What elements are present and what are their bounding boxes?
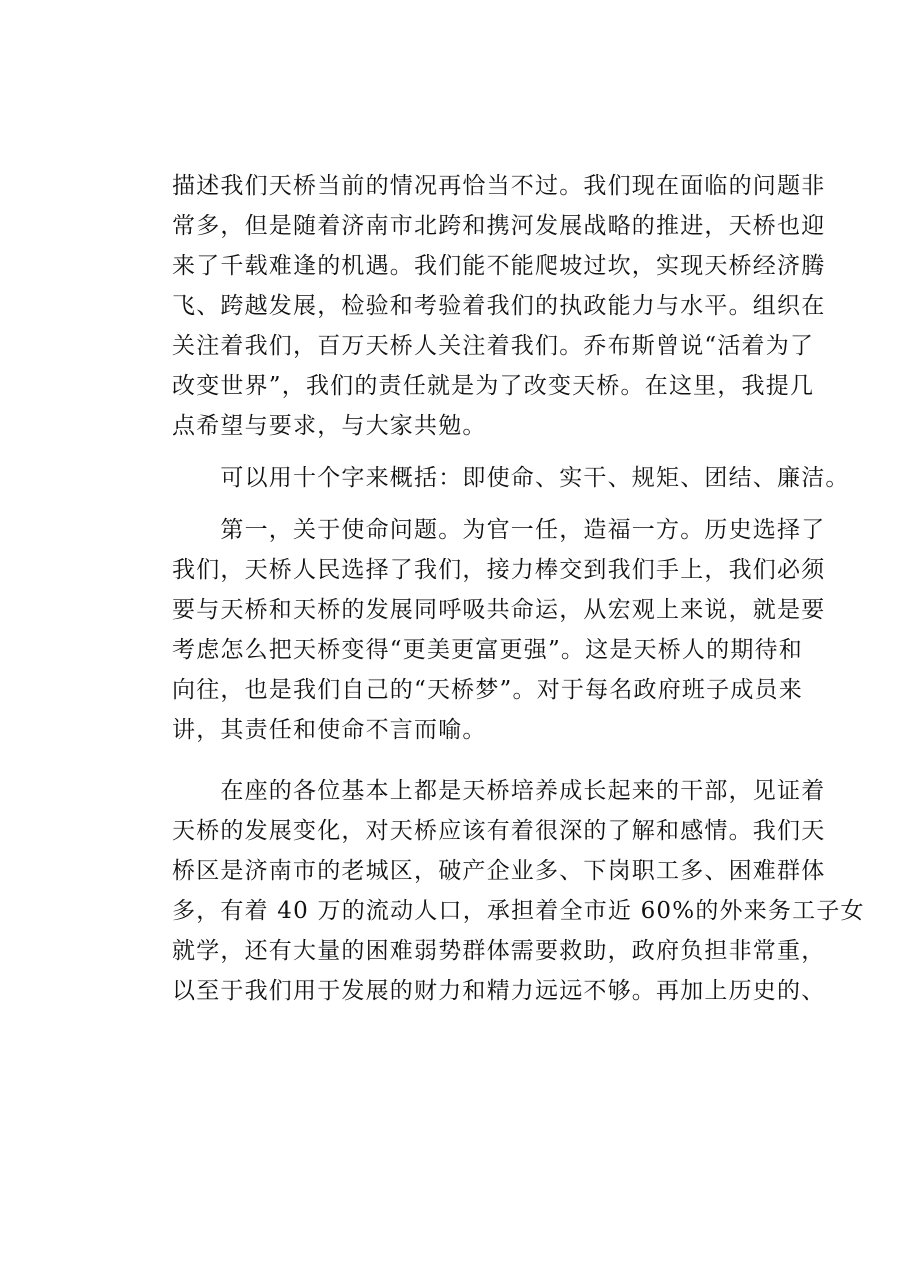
text-line: 我们，天桥人民选择了我们，接力棒交到我们手上，我们必须 [172,557,826,583]
text-line: 向往，也是我们自己的“天桥梦”。对于每名政府班子成员来 [172,677,803,703]
text-line: 在座的各位基本上都是天桥培养成长起来的干部，见证着 [172,778,826,804]
text-line: 考虑怎么把天桥变得“更美更富更强”。这是天桥人的期待和 [172,637,803,663]
text-line: 来了千载难逢的机遇。我们能不能爬坡过坎，实现天桥经济腾 [172,253,826,279]
text-line: 描述我们天桥当前的情况再恰当不过。我们现在面临的问题非 [172,173,826,199]
text-line: 桥区是济南市的老城区，破产企业多、下岗职工多、困难群体 [172,858,826,884]
text-line: 改变世界”，我们的责任就是为了改变天桥。在这里，我提几 [172,373,815,399]
text-line: 飞、跨越发展，检验和考验着我们的执政能力与水平。组织在 [172,293,826,319]
text-line: 讲，其责任和使命不言而喻。 [172,717,487,743]
paragraph-3 [172,510,826,750]
text-line: 以至于我们用于发展的财力和精力远远不够。再加上历史的、 [172,978,826,1004]
paragraph-spacer [172,498,772,510]
paragraph-4 [172,771,865,1011]
text-line: 关注着我们，百万天桥人关注着我们。乔布斯曾说“活着为了 [172,333,815,359]
paragraph-spacer [172,750,772,771]
text-line: 点希望与要求，与大家共勉。 [172,413,487,439]
paragraph-spacer [172,446,772,458]
text-line: 要与天桥和天桥的发展同呼吸共命运，从宏观上来说，就是要 [172,597,826,623]
text-line: 天桥的发展变化，对天桥应该有着很深的了解和感情。我们天 [172,818,826,844]
text-line: 就学，还有大量的困难弱势群体需要救助，政府负担非常重， [172,938,826,964]
text-line: 可以用十个字来概括：即使命、实干、规矩、团结、廉洁。 [172,465,850,491]
paragraph-1 [172,166,826,446]
text-line: 多，有着 40 万的流动人口，承担着全市近 60%的外来务工子女 [172,898,865,924]
text-line: 常多，但是随着济南市北跨和携河发展战略的推进，天桥也迎 [172,213,826,239]
document-body [172,166,865,1011]
paragraph-2 [172,458,850,498]
text-line: 第一，关于使命问题。为官一任，造福一方。历史选择了 [172,517,826,543]
